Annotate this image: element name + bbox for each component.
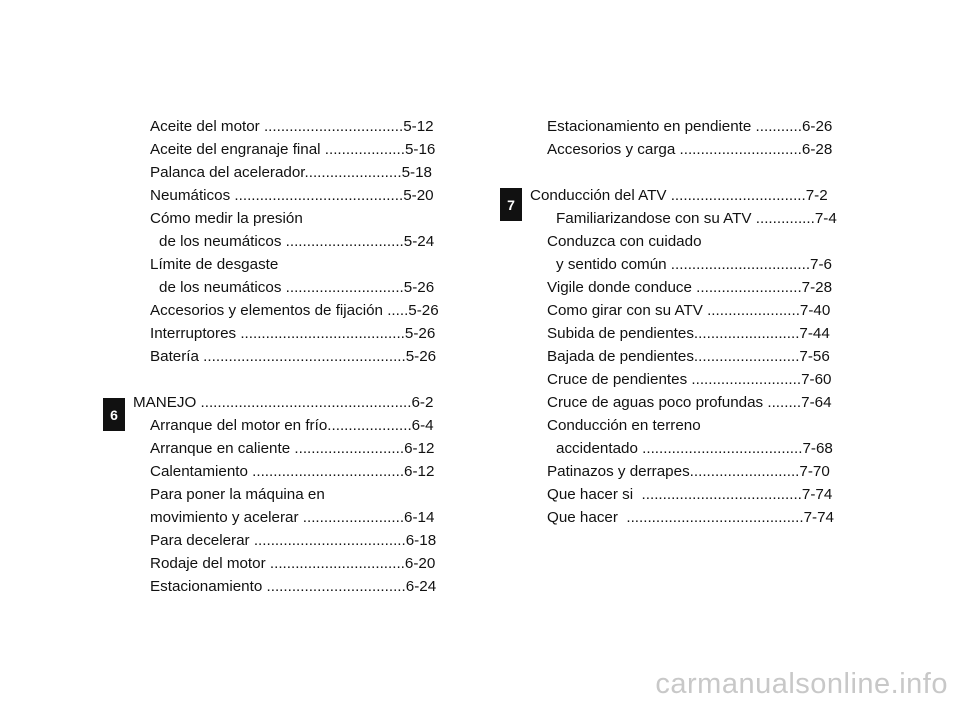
toc-entry: Bajada de pendientes.........................7-56 <box>547 348 830 365</box>
toc-entry: Batería ................................................5-26 <box>150 348 437 365</box>
toc-entry: y sentido común .................................7-6 <box>556 256 833 273</box>
toc-chapter-heading: MANEJO ..................................................6-2 <box>133 394 434 411</box>
toc-entry: Cómo medir la presión <box>150 210 303 227</box>
toc-entry: Accesorios y elementos de fijación .....5-26 <box>150 302 439 319</box>
toc-chapter-heading: Conducción del ATV ................................7-2 <box>530 187 828 204</box>
toc-entry: Palanca del acelerador.......................5-18 <box>150 164 432 181</box>
toc-entry: Estacionamiento en pendiente ...........6-26 <box>547 118 833 135</box>
toc-entry: Límite de desgaste <box>150 256 279 273</box>
toc-entry: Arranque del motor en frío....................6-4 <box>150 417 434 434</box>
toc-entry: Interruptores .......................................5-26 <box>150 325 436 342</box>
toc-right-column <box>530 115 855 529</box>
toc-entry: de los neumáticos ............................5-24 <box>159 233 435 250</box>
toc-entry: Accesorios y carga .............................6-28 <box>547 141 833 158</box>
toc-entry: Para decelerar ....................................6-18 <box>150 532 437 549</box>
toc-entry: Patinazos y derrapes..........................7-70 <box>547 463 830 480</box>
chapter-tab-6: 6 <box>103 398 125 431</box>
section-gap <box>133 368 463 391</box>
toc-entry: de los neumáticos ............................5-26 <box>159 279 435 296</box>
toc-entry: Conducción en terreno <box>547 417 701 434</box>
toc-entry: Vigile donde conduce .........................7-28 <box>547 279 833 296</box>
section-gap <box>530 161 855 184</box>
toc-entry: Cruce de pendientes ..........................7-60 <box>547 371 832 388</box>
chapter-tab-7: 7 <box>500 188 522 221</box>
toc-entry: Para poner la máquina en <box>150 486 325 503</box>
toc-entry: Estacionamiento .................................6-24 <box>150 578 437 595</box>
toc-entry: Como girar con su ATV ......................7-40 <box>547 302 831 319</box>
toc-entry: Rodaje del motor ................................6-20 <box>150 555 436 572</box>
toc-entry: Familiarizandose con su ATV ..............7-4 <box>556 210 837 227</box>
toc-entry: Que hacer si ......................................7-74 <box>547 486 833 503</box>
watermark: carmanualsonline.info <box>655 668 948 700</box>
toc-entry: Que hacer ..........................................7-74 <box>547 509 834 526</box>
toc-entry: accidentado ......................................7-68 <box>556 440 833 457</box>
toc-entry: Aceite del motor .................................5-12 <box>150 118 434 135</box>
toc-left-column <box>133 115 463 598</box>
toc-entry: Subida de pendientes.........................7-44 <box>547 325 830 342</box>
toc-entry: Calentamiento ....................................6-12 <box>150 463 435 480</box>
toc-entry: movimiento y acelerar ........................6-14 <box>150 509 435 526</box>
toc-entry: Conduzca con cuidado <box>547 233 702 250</box>
toc-entry: Neumáticos ........................................5-20 <box>150 187 434 204</box>
toc-entry: Arranque en caliente ..........................6-12 <box>150 440 435 457</box>
toc-entry: Aceite del engranaje final ...................5-16 <box>150 141 436 158</box>
toc-entry: Cruce de aguas poco profundas ........7-64 <box>547 394 832 411</box>
